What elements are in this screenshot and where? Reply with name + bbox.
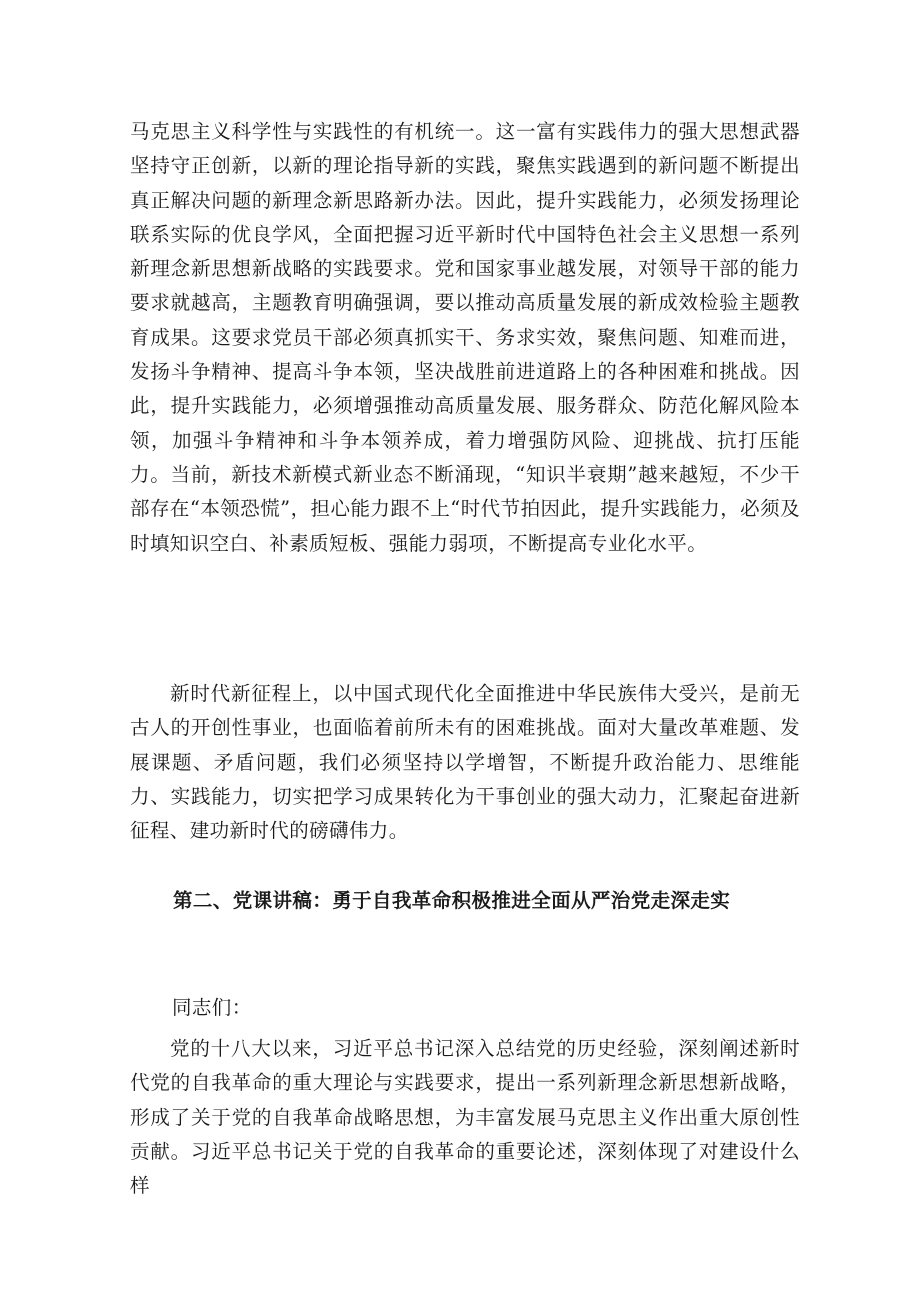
section-title: 党课讲稿：勇于自我革命积极推进全面从严治党走深走实 [232, 889, 731, 912]
body-paragraph: 马克思主义科学性与实践性的有机统一。这一富有实践伟力的强大思想武器坚持守正创新，以新的理论指导新的实践，聚焦实践遇到的新问题不断提出真正解决问题的新理念新思路新办法。因此，提升实践能力，必须发扬理论联系实际的优良学风，全面把握习近平新时代中国特色社会主义思想一系列新理念新思想新战略的实践要求。党和国家事业越发展，对领导干部的能力要求就越高，主题教育明确强调，要以推动高质量发展的新成效检验主题教育成果。这要求党员干部必须真抓实干、务求实效，聚焦问题、知难而进，发扬斗争精神、提高斗争本领，坚决战胜前进道路上的各种困难和挑战。因此，提升实践能力，必须增强推动高质量发展、服务群众、防范化解风险本领，加强斗争精神和斗争本领养成，着力增强防风险、迎挑战、抗打压能力。当前，新技术新模式新业态不断涌现，“知识半衰期”越来越短，不少干部存在“本领恐慌”，担心能力跟不上“时代节拍因此，提升实践能力，必须及时填知识空白、补素质短板、强能力弱项，不断提高专业化水平。 [130, 120, 800, 555]
salutation: 同志们： [172, 996, 252, 1019]
body-paragraph: 党的十八大以来，习近平总书记深入总结党的历史经验，深刻阐述新时代党的自我革命的重大理论与实践要求，提出一系列新理念新思想新战略，形成了关于党的自我革命战略思想，为丰富发展马克思主义作出重大原创性贡献。习近平总书记关于党的自我革命的重要论述，深刻体现了对建设什么样 [130, 1037, 800, 1198]
section-number: 第二、 [173, 889, 233, 912]
section-heading [173, 886, 730, 916]
body-paragraph: 新时代新征程上，以中国式现代化全面推进中华民族伟大受兴，是前无古人的开创性事业，也面临着前所未有的困难挑战。面对大量改革难题、发展课题、矛盾问题，我们必须坚持以学增智，不断提升政治能力、思维能力、实践能力，切实把学习成果转化为干事创业的强大动力，汇聚起奋进新征程、建功新时代的磅礴伟力。 [130, 682, 800, 843]
